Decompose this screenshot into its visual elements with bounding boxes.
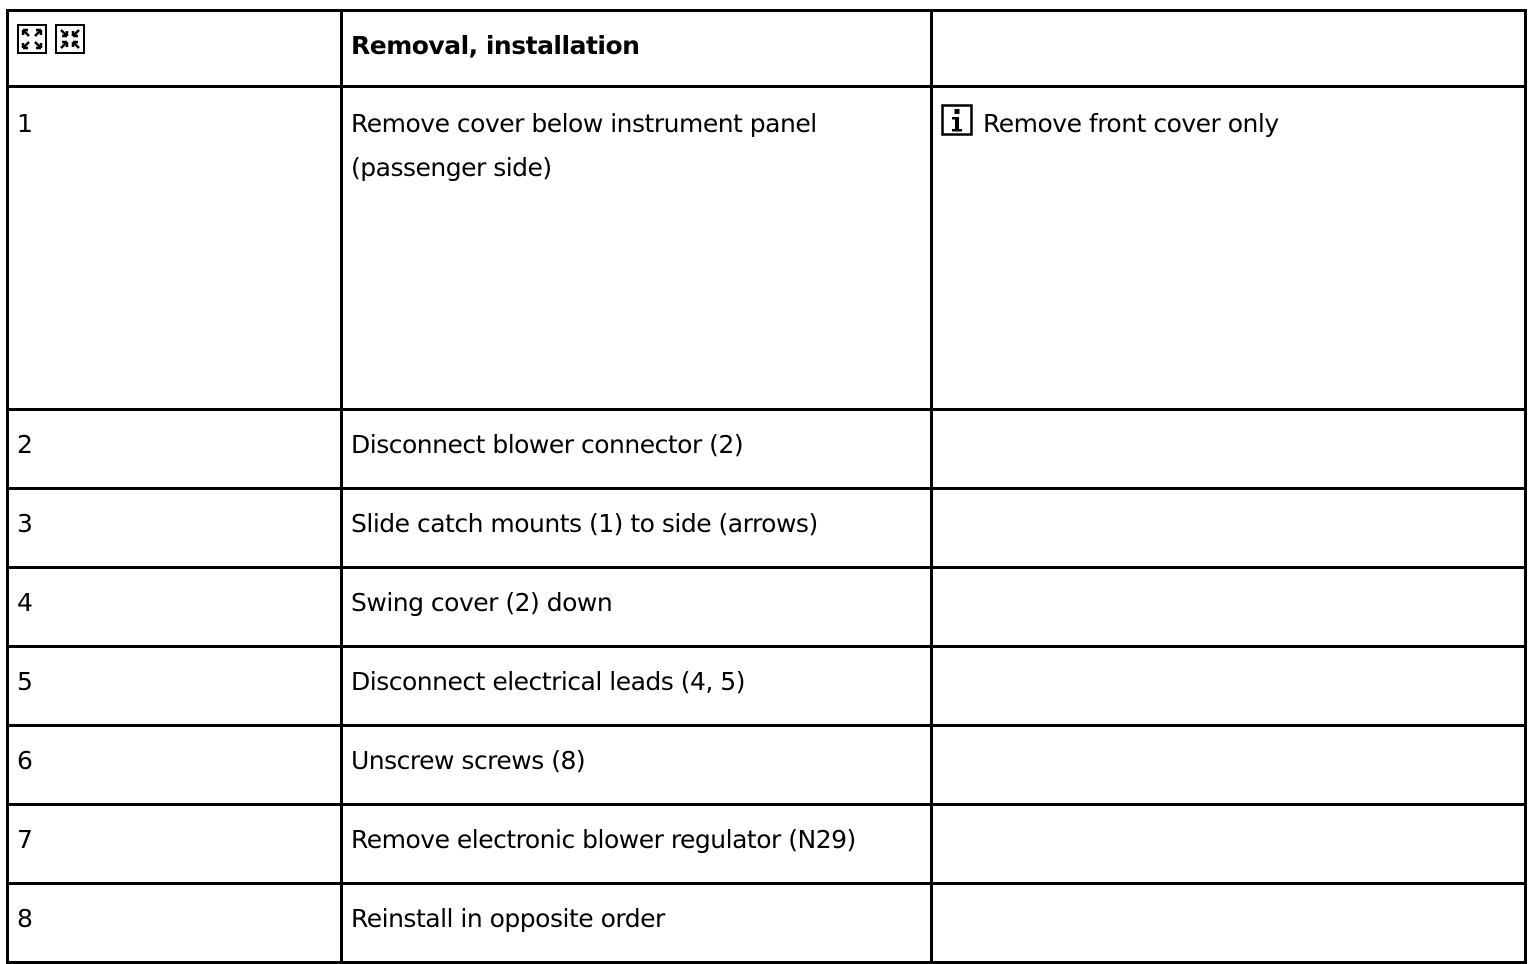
table-row — [8, 568, 1526, 647]
table-header-row — [8, 11, 1526, 87]
step-text: Remove electronic blower regulator (N29) — [342, 805, 932, 884]
header-title: Removal, installation — [342, 11, 932, 87]
step-number: 4 — [8, 568, 342, 647]
step-number: 6 — [8, 726, 342, 805]
step-note — [932, 647, 1526, 726]
step-number: 3 — [8, 489, 342, 568]
table-row — [8, 805, 1526, 884]
step-note — [932, 489, 1526, 568]
step-number: 1 — [8, 87, 342, 410]
header-icons-cell — [8, 11, 342, 87]
step-number: 8 — [8, 884, 342, 963]
step-note-cell — [932, 87, 1526, 410]
step-note — [932, 884, 1526, 963]
table-row — [8, 410, 1526, 489]
table-row — [8, 489, 1526, 568]
step-note — [932, 568, 1526, 647]
collapse-arrows-icon — [55, 24, 85, 54]
table-row — [8, 726, 1526, 805]
table-row — [8, 647, 1526, 726]
step-note — [932, 726, 1526, 805]
step-text: Disconnect electrical leads (4, 5) — [342, 647, 932, 726]
step-note — [932, 410, 1526, 489]
expand-arrows-icon — [17, 24, 47, 54]
header-note-cell — [932, 11, 1526, 87]
table-row — [8, 884, 1526, 963]
step-number: 2 — [8, 410, 342, 489]
step-text: Slide catch mounts (1) to side (arrows) — [342, 489, 932, 568]
step-number: 5 — [8, 647, 342, 726]
step-text: Swing cover (2) down — [342, 568, 932, 647]
step-text: Disconnect blower connector (2) — [342, 410, 932, 489]
step-text: Unscrew screws (8) — [342, 726, 932, 805]
step-number: 7 — [8, 805, 342, 884]
info-icon — [941, 104, 973, 136]
step-note — [932, 805, 1526, 884]
step-text: Remove cover below instrument panel (passenger side) — [342, 87, 932, 410]
step-note: Remove front cover only — [983, 109, 1279, 138]
table-row — [8, 87, 1526, 410]
step-text: Reinstall in opposite order — [342, 884, 932, 963]
procedure-table — [6, 9, 1527, 964]
